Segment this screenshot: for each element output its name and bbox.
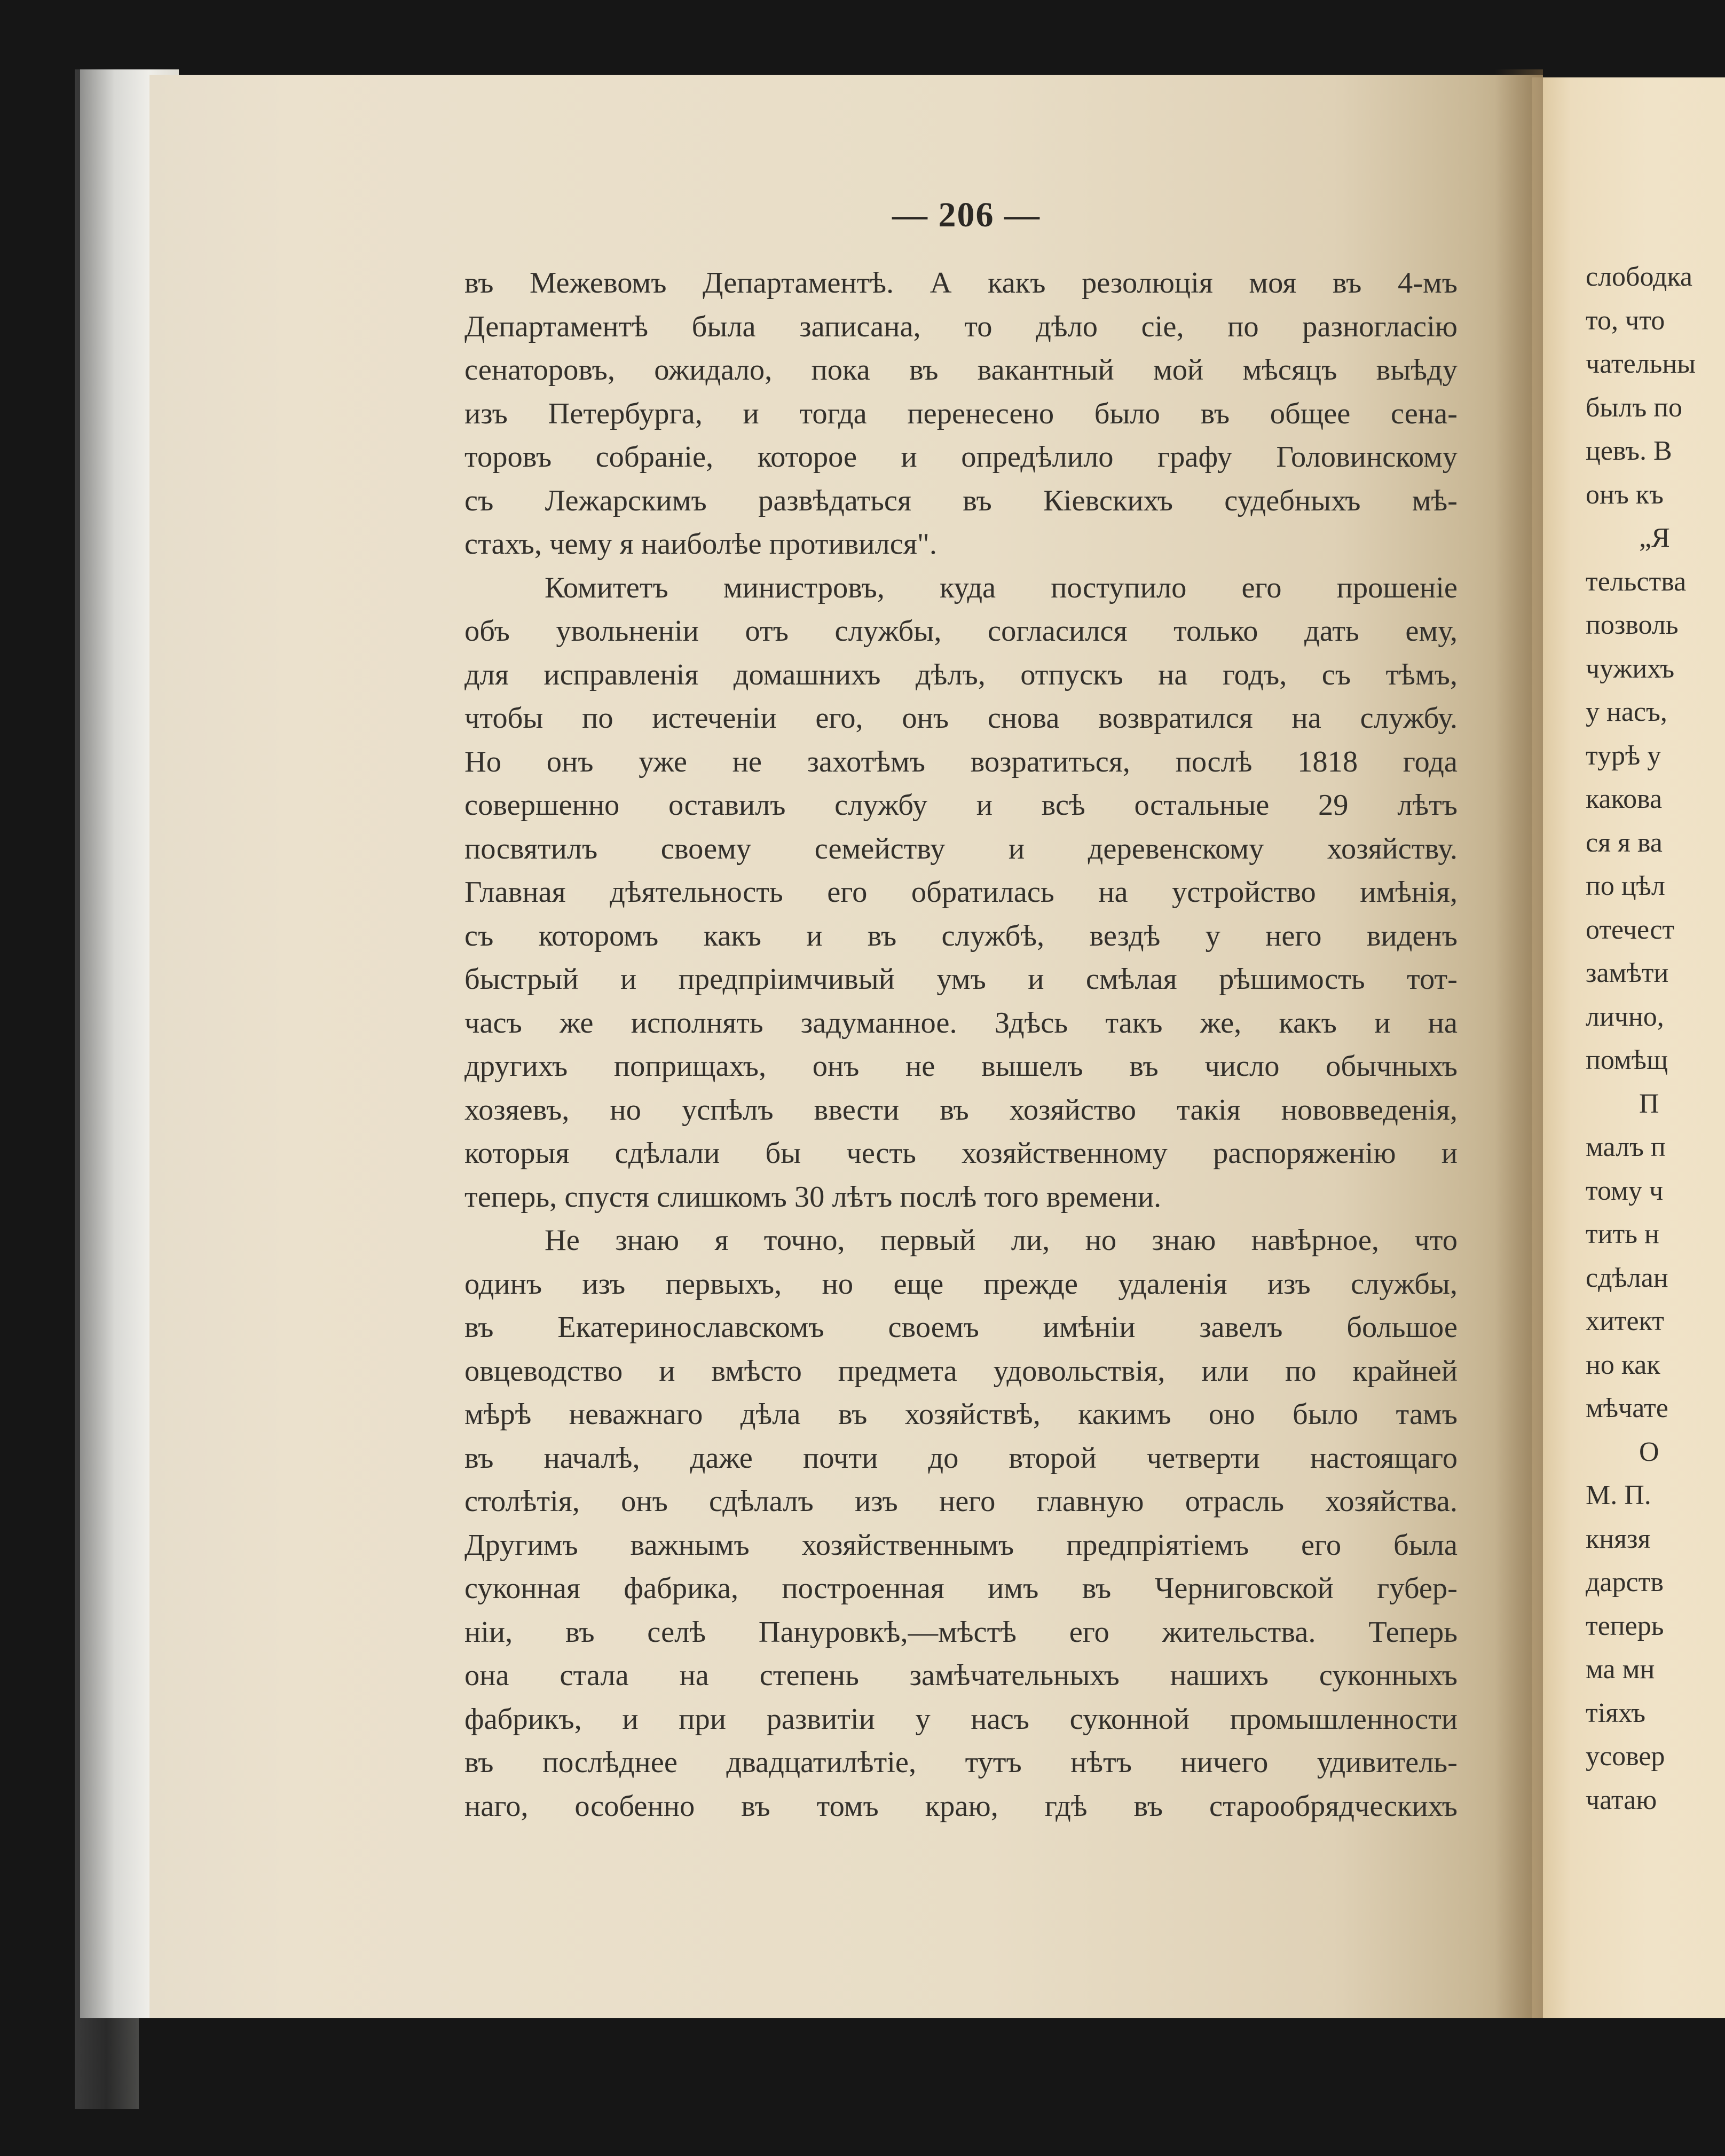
text-line: слободка [1586,262,1693,292]
text-line: стахъ, чему я наиболѣе противился". [464,528,937,561]
text-line: посвятилъ своему семейству и деревенскому хозяйству. [464,832,1458,865]
text-line: въ послѣднее двадцатилѣтіе, тутъ нѣтъ ничего удивитель- [464,1746,1458,1779]
text-line: ся я ва [1586,827,1663,858]
text-line: въ началѣ, даже почти до второй четверти настоящаго [464,1441,1458,1475]
text-line: для исправленія домашнихъ дѣлъ, отпускъ на годъ, съ тѣмъ, [464,658,1458,691]
text-line: тельства [1586,566,1687,597]
text-line: Главная дѣятельность его обратилась на устройство имѣнія, [464,876,1458,909]
text-line: былъ по [1586,392,1683,423]
text-line: чатаю [1586,1784,1657,1815]
text-line: чужихъ [1586,653,1675,684]
text-line: овцеводство и вмѣсто предмета удовольствія, или по крайней [464,1354,1458,1388]
text-line: по цѣл [1586,871,1665,901]
text-line: мѣрѣ неважнаго дѣла въ хозяйствѣ, какимъ оно было тамъ [464,1398,1458,1431]
text-line: она стала на степень замѣчательныхъ нашихъ суконныхъ [464,1659,1458,1692]
text-line: мѣчате [1586,1393,1668,1423]
text-line: цевъ. В [1586,436,1672,466]
text-line: онъ къ [1586,479,1664,510]
left-page-body-text [464,262,1458,1828]
text-line: совершенно оставилъ службу и всѣ остальные 29 лѣтъ [464,789,1458,822]
text-line: теперь, спустя слишкомъ 30 лѣтъ послѣ того времени. [464,1180,1162,1214]
text-line: наго, особенно въ томъ краю, гдѣ въ старообрядческихъ [464,1789,1458,1823]
text-line: сдѣлан [1586,1262,1668,1293]
text-line: объ увольненіи отъ службы, согласился только дать ему, [464,615,1458,648]
text-line: изъ Петербурга, и тогда перенесено было въ общее сена- [464,397,1458,430]
text-line: часъ же исполнять задуманное. Здѣсь такъ же, какъ и на [464,1006,1458,1040]
text-line: Но онъ уже не захотѣмъ возратиться, послѣ 1818 года [464,745,1458,778]
text-line: М. П. [1586,1480,1651,1510]
text-line: то, что [1586,305,1665,336]
text-line: Не знаю я точно, первый ли, но знаю навѣрное, что [545,1224,1458,1257]
text-line: сенаторовъ, ожидало, пока въ вакантный мой мѣсяцъ выѣду [464,353,1458,387]
text-line: отечест [1586,914,1675,945]
right-page-body-text [1586,255,1725,1822]
text-line: столѣтія, онъ сдѣлалъ изъ него главную отрасль хозяйства. [464,1485,1458,1518]
text-line: лично, [1586,1001,1664,1032]
text-line: турѣ у [1586,740,1661,771]
text-line: хозяевъ, но успѣлъ ввести въ хозяйство такія нововведенія, [464,1093,1458,1127]
text-line: торовъ собраніе, которое и опредѣлило графу Головинскому [464,440,1458,474]
text-line: Департаментѣ была записана, то дѣло сіе, по разногласію [464,310,1458,343]
text-line: но как [1586,1349,1660,1380]
text-line: ма мн [1586,1654,1655,1685]
text-line: чательны [1586,349,1696,379]
page-number: — 206 — [892,195,1041,234]
text-line: усовер [1586,1741,1665,1772]
text-line: одинъ изъ первыхъ, но еще прежде удаленія изъ службы, [464,1267,1458,1301]
text-line: быстрый и предпріимчивый умъ и смѣлая рѣшимость тот- [464,963,1458,996]
text-line: малъ п [1586,1132,1666,1162]
text-line: тіяхъ [1586,1697,1645,1728]
text-line: „Я [1639,523,1670,553]
text-line: въ Межевомъ Департаментѣ. А какъ резолюція моя въ 4-мъ [464,266,1458,300]
text-line: Другимъ важнымъ хозяйственнымъ предпріятіемъ его была [464,1528,1458,1562]
text-line: теперь [1586,1610,1664,1641]
text-line: тить н [1586,1219,1659,1249]
text-line: съ Лежарскимъ развѣдаться въ Кіевскихъ судебныхъ мѣ- [464,484,1458,517]
text-line: суконная фабрика, построенная имъ въ Черниговской губер- [464,1572,1458,1605]
text-line: чтобы по истеченіи его, онъ снова возвратился на службу. [464,702,1458,735]
text-line: О [1639,1436,1659,1467]
text-line: помѣщ [1586,1045,1668,1075]
text-line: хитект [1586,1306,1664,1336]
text-line: другихъ поприщахъ, онъ не вышелъ въ число обычныхъ [464,1050,1458,1083]
text-line: въ Екатеринославскомъ своемъ имѣніи завелъ большое [464,1311,1458,1344]
text-line: дарств [1586,1567,1664,1598]
text-line: ніи, въ селѣ Пануровкѣ,—мѣстѣ его жительства. Теперь [464,1615,1458,1649]
text-line: у насъ, [1586,697,1667,727]
text-line: съ которомъ какъ и въ службѣ, вездѣ у него виденъ [464,919,1458,953]
text-line: позволь [1586,610,1679,640]
text-line: князя [1586,1523,1651,1554]
text-line: тому ч [1586,1175,1664,1206]
text-line: которыя сдѣлали бы честь хозяйственному распоряженію и [464,1137,1458,1170]
text-line: Комитетъ министровъ, куда поступило его прошеніе [545,571,1458,604]
text-line: замѣти [1586,958,1669,988]
text-line: П [1639,1088,1659,1119]
text-line: фабрикъ, и при развитіи у насъ суконной промышленности [464,1702,1458,1736]
text-line: какова [1586,784,1663,814]
book-gutter-shadow [1495,69,1543,2018]
